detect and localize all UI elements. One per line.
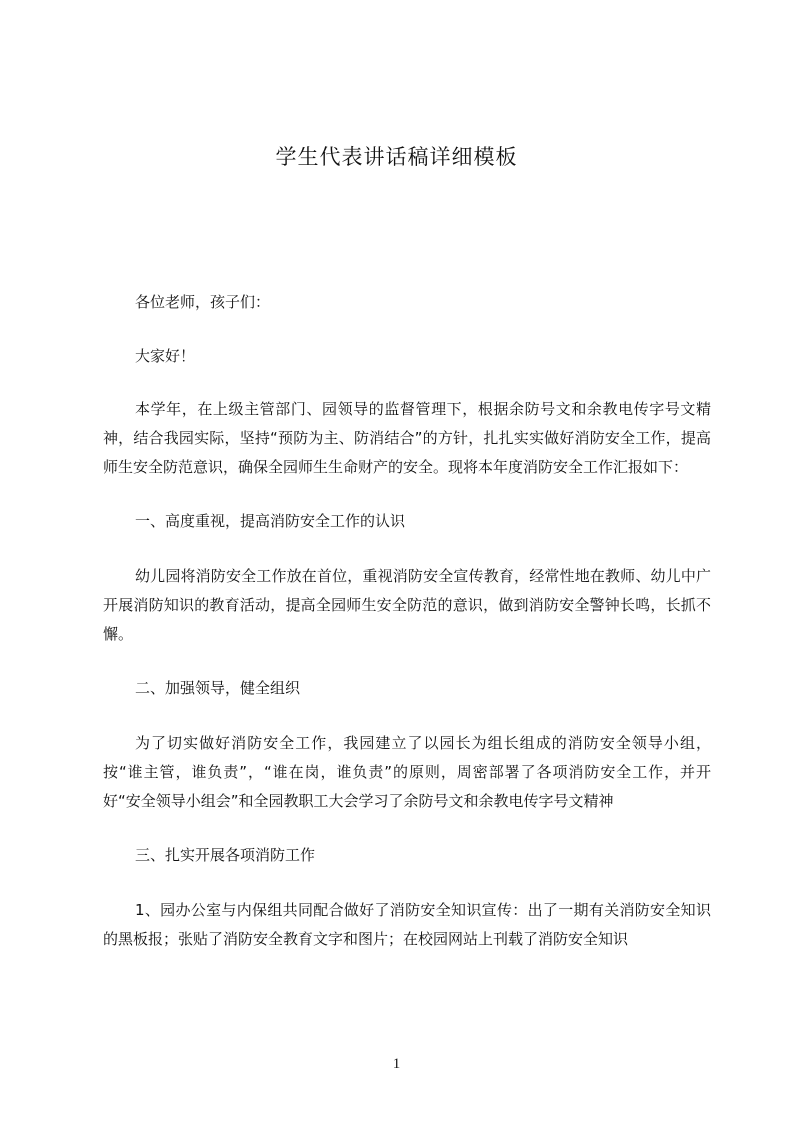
intro-paragraph: 本学年，在上级主管部门、园领导的监督管理下，根据余防号文和余教电传字号文精神，结合我园实际，坚持“预防为主、防消结合”的方针，扎扎实实做好消防安全工作，提高师生安全防范意识，确保全园师生生命财产的安全。现将本年度消防安全工作汇报如下： <box>103 400 711 476</box>
section-heading: 二、加强领导，健全组织 <box>135 679 301 697</box>
document-body <box>103 288 711 979</box>
section-paragraph: 幼儿园将消防安全工作放在首位，重视消防安全宣传教育，经常性地在教师、幼儿中广开展消防知识的教育活动，提高全园师生安全防范的意识，做到消防安全警钟长鸣，长抓不懈。 <box>103 567 711 643</box>
document-title: 学生代表讲话稿详细模板 <box>275 145 518 169</box>
section-heading: 一、高度重视，提高消防安全工作的认识 <box>135 512 406 530</box>
salutation-line: 大家好！ <box>135 347 196 365</box>
section-paragraph: 1、园办公室与内保组共同配合做好了消防安全知识宣传：出了一期有关消防安全知识的黑板报；张贴了消防安全教育文字和图片；在校园网站上刊载了消防安全知识 <box>103 901 711 948</box>
page-number: 1 <box>392 1056 401 1072</box>
section-paragraph: 为了切实做好消防安全工作，我园建立了以园长为组长组成的消防安全领导小组，按“谁主管，谁负责”，“谁在岗，谁负责”的原则，周密部署了各项消防安全工作，并开好“安全领导小组会”和全园教职工大会学习了余防号文和余教电传字号文精神 <box>103 734 711 810</box>
greeting-line: 各位老师，孩子们： <box>135 293 271 311</box>
section-heading: 三、扎实开展各项消防工作 <box>135 846 316 864</box>
